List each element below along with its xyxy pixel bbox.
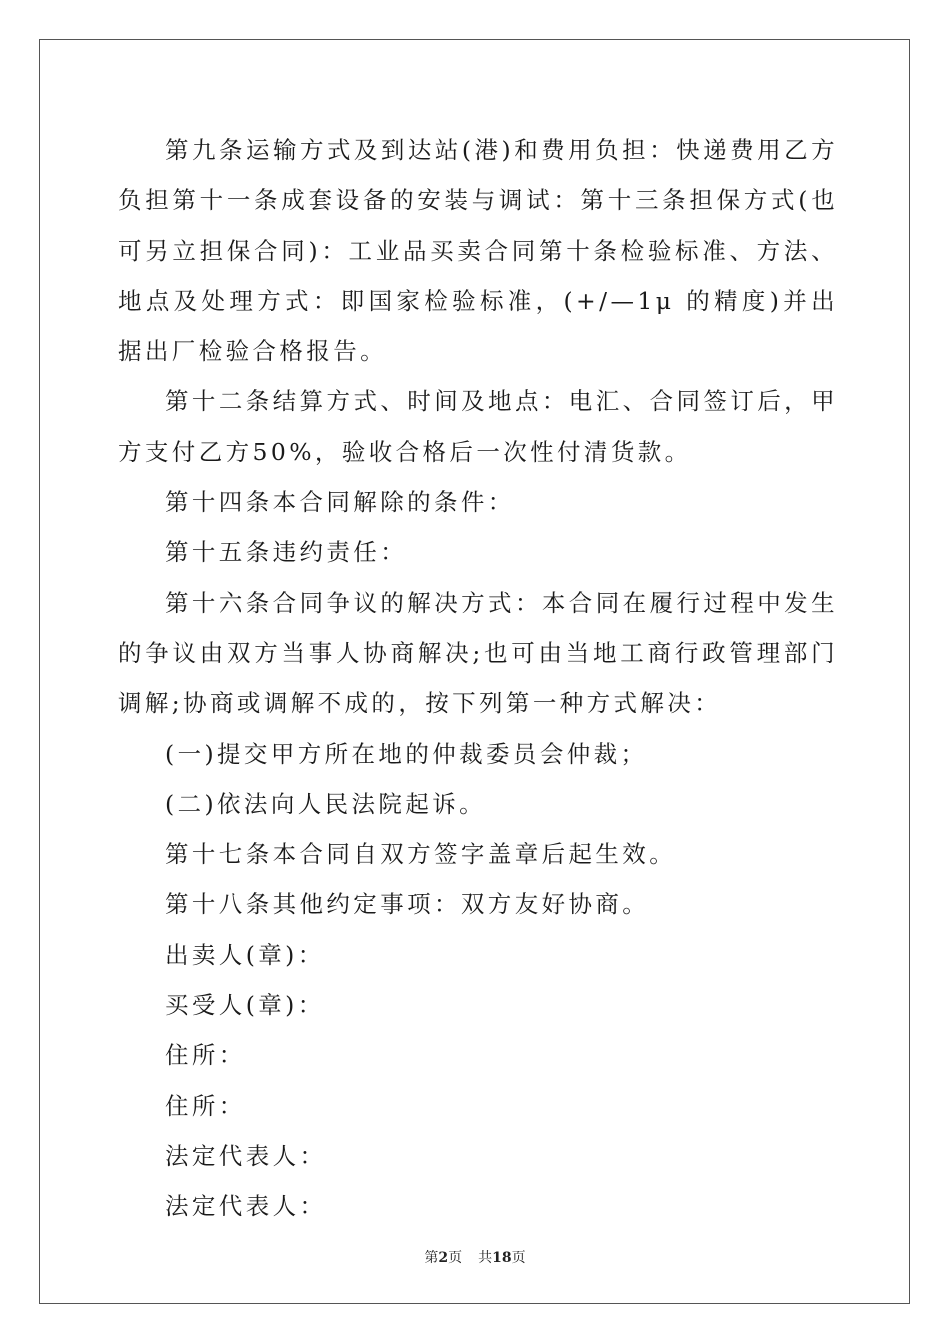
dispute-option-1: (一)提交甲方所在地的仲裁委员会仲裁； [165, 739, 648, 768]
total-pages: 18 [492, 1250, 512, 1266]
clause-17-effective: 第十七条本合同自双方签字盖章后起生效。 [165, 840, 677, 869]
clause-14-termination: 第十四条本合同解除的条件： [165, 488, 515, 517]
buyer-representative-label: 法定代表人： [165, 1192, 327, 1221]
clause-18-other: 第十八条其他约定事项：双方友好协商。 [165, 890, 650, 919]
clause-9-11-13-10: 第九条运输方式及到达站(港)和费用负担：快递费用乙方负担第十一条成套设备的安装与调试：第十三条担保方式(也可另立担保合同)：工业品买卖合同第十条检验标准、方法、地点及处理方式：即国家检验标准，(+/—1μ 的精度)并出据出厂检验合格报告。 [118, 136, 838, 366]
page-number: 2 [438, 1250, 449, 1266]
page-prefix: 第 [424, 1250, 439, 1266]
clause-12-settlement: 第十二条结算方式、时间及地点：电汇、合同签订后，甲方支付乙方50%，验收合格后一次性付清货款。 [118, 387, 838, 466]
seller-seal-label: 出卖人(章)： [165, 940, 325, 969]
buyer-seal-label: 买受人(章)： [165, 991, 325, 1020]
clause-15-liability: 第十五条违约责任： [165, 538, 408, 567]
dispute-option-2: (二)依法向人民法院起诉。 [165, 789, 487, 818]
seller-representative-label: 法定代表人： [165, 1141, 327, 1170]
buyer-address-label: 住所： [165, 1091, 246, 1120]
document-body [118, 125, 838, 1232]
total-suffix: 页 [511, 1250, 526, 1266]
seller-address-label: 住所： [165, 1041, 246, 1070]
total-prefix: 共 [478, 1250, 493, 1266]
clause-16-dispute: 第十六条合同争议的解决方式：本合同在履行过程中发生的争议由双方当事人协商解决;也可由当地工商行政管理部门调解;协商或调解不成的，按下列第一种方式解决： [118, 588, 838, 718]
page-footer [0, 1247, 950, 1267]
page-suffix: 页 [448, 1250, 463, 1266]
